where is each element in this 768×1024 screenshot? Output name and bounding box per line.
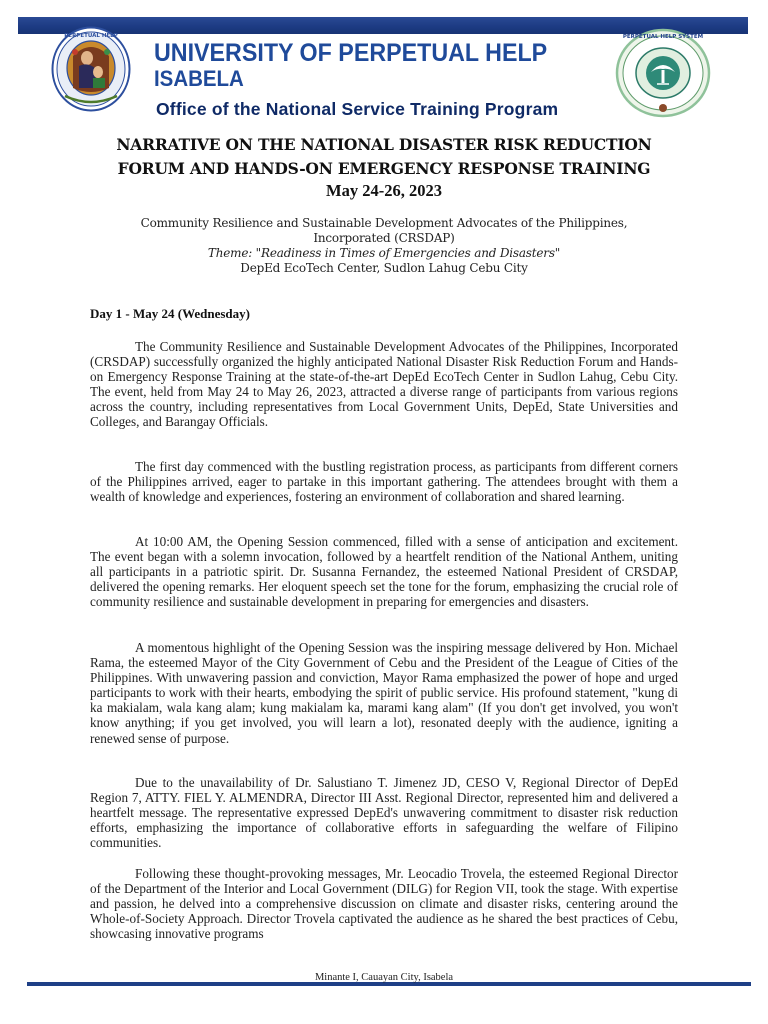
event-date: May 24-26, 2023 bbox=[326, 181, 442, 200]
campus-name: ISABELA bbox=[154, 66, 244, 91]
organizer-line-2: Incorporated (CRSDAP) bbox=[313, 231, 455, 245]
footer-address: Minante I, Cauayan City, Isabela bbox=[314, 972, 454, 983]
day-heading: Day 1 - May 24 (Wednesday) bbox=[90, 306, 250, 321]
paragraph: Due to the unavailability of Dr. Salustiano T. Jimenez JD, CESO V, Regional Director of DepEd Region 7, ATTY. FIEL Y. ALMENDRA, Director III Asst. Regional Director, represented him and delivered a heartfelt message. The representative expressed DepEd's unwavering commitment to disaster risk reduction efforts, emphasizing the importance of collaborative efforts in safeguarding the welfare of Filipino communities. bbox=[90, 775, 678, 851]
organizer-line-1: Community Resilience and Sustainable Development Advocates of the Philippines, bbox=[140, 216, 628, 230]
svg-text:PERPETUAL HELP SYSTEM: PERPETUAL HELP SYSTEM bbox=[622, 34, 704, 40]
office-name: Office of the National Service Training Program bbox=[156, 99, 559, 119]
paragraph: The Community Resilience and Sustainable Development Advocates of the Philippines, Incorporated (CRSDAP) successfully organized the highly anticipated National Disaster Risk Reduction Forum and Hands-on Emergency Response Training at the state-of-the-art DepEd EcoTech Center in Sudlon Lahug, Cebu City. The event, held from May 24 to May 26, 2023, attracted a diverse range of participants from various regions across the country, including representatives from Local Government Units, DepEd, State Universities and Colleges, and Barangay Officials. bbox=[90, 339, 678, 430]
university-name: UNIVERSITY OF PERPETUAL HELP bbox=[154, 39, 548, 67]
campus-seal-icon bbox=[615, 28, 711, 118]
paragraph: The first day commenced with the bustling registration process, as participants from different corners of the Philippines arrived, eager to partake in this important gathering. The attendees brought with them a wealth of knowledge and experiences, fostering an environment of collaboration and shared learning. bbox=[90, 459, 678, 505]
university-seal-icon bbox=[51, 26, 131, 112]
paragraph: At 10:00 AM, the Opening Session commenced, filled with a sense of anticipation and excitement. The event began with a solemn invocation, followed by a heartfelt rendition of the National Anthem, uniting all participants in a patriotic spirit. Dr. Susanna Fernandez, the esteemed National President of CRSDAP, delivered the opening remarks. Her eloquent speech set the tone for the forum, emphasizing the crucial role of community resilience and sustainable development in preparing for emergencies and disasters. bbox=[90, 534, 678, 610]
event-venue: DepEd EcoTech Center, Sudlon Lahug Cebu City bbox=[240, 261, 528, 275]
document-title-line-2: FORUM AND HANDS-ON EMERGENCY RESPONSE TRAINING bbox=[117, 159, 651, 178]
paragraph: Following these thought-provoking messages, Mr. Leocadio Trovela, the esteemed Regional Director of the Department of the Interior and Local Government (DILG) for Region VII, took the stage. With expertise and passion, he delved into a comprehensive discussion on climate and disaster risks, centering around the Whole-of-Society Approach. Director Trovela captivated the audience as he shared the best practices of Cebu, showcasing innovative programs bbox=[90, 866, 678, 942]
paragraph: A momentous highlight of the Opening Session was the inspiring message delivered by Hon. Michael Rama, the esteemed Mayor of the City Government of Cebu and the President of the League of Cities of the Philippines. With unwavering passion and conviction, Mayor Rama emphasized the power of hope and urged participants to work with their hearts, embodying the spirit of public service. His profound statement, "kung di ka makialam, wala kang alam; kung makialam ka, marami kang alam" (If you don't get involved, you won't know anything; if you get involved, you will learn a lot), resonated deeply with the audience, igniting a renewed sense of purpose. bbox=[90, 640, 678, 746]
svg-text:PERPETUAL HELP: PERPETUAL HELP bbox=[64, 33, 118, 39]
document-title-line-1: NARRATIVE ON THE NATIONAL DISASTER RISK REDUCTION bbox=[116, 135, 652, 154]
event-theme: Theme: "Readiness in Times of Emergencies and Disasters" bbox=[207, 246, 561, 260]
